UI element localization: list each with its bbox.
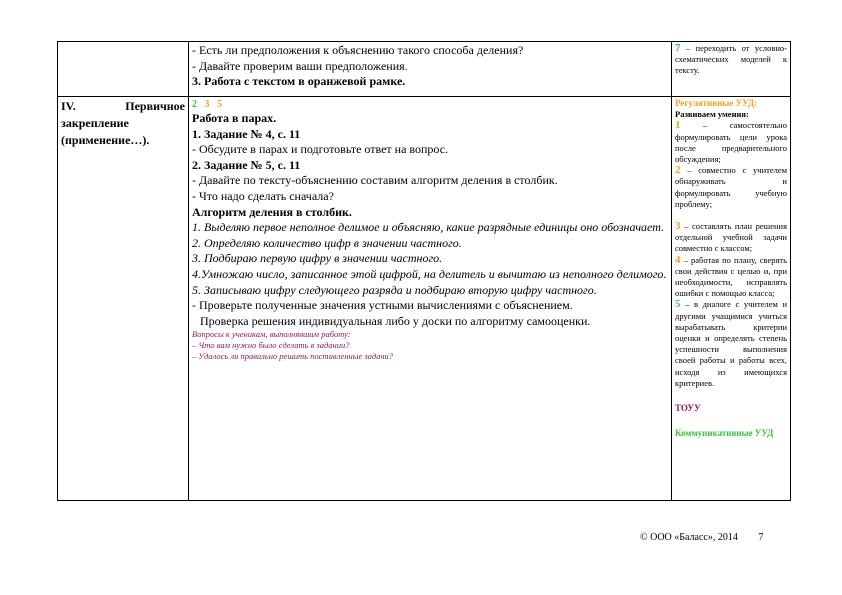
activity-cell [189,97,672,501]
stage-cell: IV. Первичное закрепление (применение…). [58,97,189,501]
task-heading: 2. Задание № 5, с. 11 [192,157,301,172]
skill-item [675,221,787,255]
skill-item [675,299,787,389]
uud-cell [672,42,791,97]
skill-num: 5 [217,99,222,110]
develop-label: Развиваем умения: [675,109,749,120]
question-line: – Что вам нужно было сделать в задании? [192,340,350,351]
task-heading: 3. Работа с текстом в оранжевой рамке. [192,74,406,89]
skill-number: 2 [675,164,681,177]
skill-number: 5 [675,298,681,311]
algorithm-step: 3. Подбираю первую цифру в значении частного. [192,251,443,266]
skill-numbers [192,98,668,111]
tou-heading: ТОУУ [675,403,701,414]
table-row [58,42,791,97]
skill-text: – совместно с учителем обнаруживать и формулировать учебную проблему; [675,165,787,209]
page-number: 7 [758,532,764,543]
skill-text: – в диалоге с учителем и другими учащимися учиться вырабатывать критерии оценки и определять степень успешности выполнения своей работы и работы всех, исходя из имеющихся критериев. [675,299,788,388]
skill-number: 1 [675,119,681,132]
regulatory-heading: Регулятивные УУД: [675,98,758,108]
instruction-line: - Обсудите в парах и подготовьте ответ на вопрос. [192,142,449,157]
lesson-table [57,41,791,501]
skill-num: 2 [192,99,197,110]
page-footer [640,532,763,543]
skill-item [675,165,787,210]
question-line: – Удалось ли правильно решить поставленные задачи? [192,351,393,362]
algorithm-step: 5. Записываю цифру следующего разряда и подбираю вторую цифру частного. [192,282,597,297]
algorithm-step: 1. Выделяю первое неполное делимое и объясняю, какие разрядные единицы оно обозначает. [192,220,665,235]
algorithm-heading: Алгоритм деления в столбик. [192,204,352,219]
question-line: - Что надо сделать сначала? [192,188,334,203]
algorithm-step: 4.Умножаю число, записанное этой цифрой, на делитель и вычитаю из неполного делимого. [192,266,667,281]
table-row [58,97,791,501]
algorithm-step: 2. Определяю количество цифр в значении частного. [192,235,462,250]
instruction-line: - Проверьте полученные значения устными вычислениями с объяснением. [192,298,573,313]
instruction-line: - Давайте по тексту-объяснению составим алгоритм деления в столбик. [192,173,558,188]
check-line: Проверка решения индивидуальная либо у доски по алгоритму самооценки. [200,313,591,328]
skill-text: – составлять план решения отдельной учебной задачи совместно с классом; [675,221,788,254]
skill-number: 7 [675,42,681,54]
pair-work-heading: Работа в парах. [192,111,277,125]
skill-num: 3 [204,99,210,110]
task-heading: 1. Задание № 4, с. 11 [192,126,301,141]
questions-heading: Вопросы к ученикам, выполнявшим работу: [192,329,351,340]
skill-text: – переходить от условно-схематических моделей к тексту. [675,43,788,76]
skill-text: – самостоятельно формулировать цели урока после предварительного обсуждения; [675,120,787,165]
skill-text: – работая по плану, сверять свои действия с целью и, при необходимости, исправлять ошибки с помощью класса; [675,254,788,299]
uud-cell [672,97,791,501]
skill-item [675,120,787,165]
communicative-heading: Коммуникативные УУД [675,428,774,439]
stage-cell-empty [58,42,189,97]
instruction-line: - Давайте проверим ваши предположения. [192,58,408,73]
skill-number: 4 [675,253,681,266]
skill-item [675,255,787,300]
activity-cell [189,42,672,97]
question-line: - Есть ли предположения к объяснению такого способа деления? [192,43,524,57]
copyright: © ООО «Баласс», 2014 [640,532,738,543]
skill-number: 3 [675,220,681,233]
